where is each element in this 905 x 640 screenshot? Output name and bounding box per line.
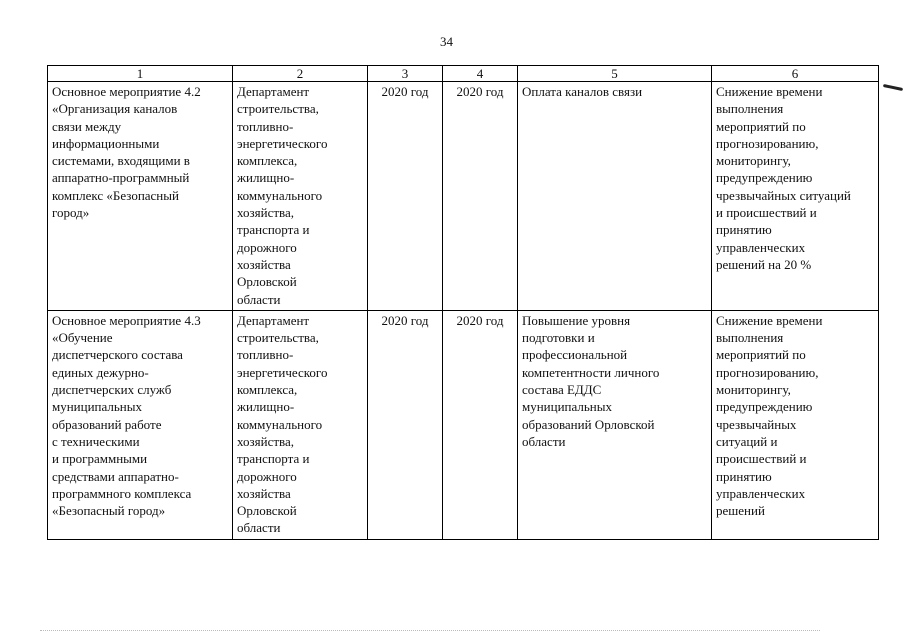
- start-year-text: 2020 год: [381, 312, 429, 328]
- end-year-text: 2020 год: [456, 84, 504, 99]
- start-year-text: 2020 год: [381, 84, 429, 99]
- event-text: Основное мероприятие 4.2 «Организация каналов связи между информационными системами, входящими в аппаратно-программный комплекс «Безопасный город»: [52, 84, 201, 221]
- executor-text: Департамент строительства, топливно- энергетического комплекса, жилищно- коммунального хозяйства, транспорта и дорожного хозяйства Орловской области: [237, 312, 328, 536]
- executor-cell: [233, 82, 368, 311]
- result-cell: [518, 310, 712, 539]
- end-year-cell: [443, 82, 518, 311]
- result-cell: [518, 82, 712, 311]
- column-header-3: 3: [368, 66, 443, 82]
- effect-cell: [712, 310, 879, 539]
- result-text: Повышение уровня подготовки и профессиональной компетентности личного состава ЕДДС муниципальных образований Орловской области: [522, 312, 660, 449]
- column-number-row: [48, 66, 879, 82]
- column-header-5: 5: [518, 66, 712, 82]
- end-year-text: 2020 год: [456, 312, 504, 328]
- end-year-cell: [443, 310, 518, 539]
- effect-text: Снижение времени выполнения мероприятий по прогнозированию, мониторингу, предупреждению чрезвычайных ситуаций и происшествий и принятию управленческих решений: [716, 312, 823, 519]
- executor-cell: [233, 310, 368, 539]
- event-cell: [48, 310, 233, 539]
- executor-text: Департамент строительства, топливно- энергетического комплекса, жилищно- коммунального хозяйства, транспорта и дорожного хозяйства Орловской области: [237, 84, 328, 307]
- effect-text: Снижение времени выполнения мероприятий по прогнозированию, мониторингу, предупреждению чрезвычайных ситуаций и происшествий и принятию управленческих решений на 20 %: [716, 84, 851, 272]
- start-year-cell: [368, 82, 443, 311]
- start-year-cell: [368, 310, 443, 539]
- result-text: Оплата каналов связи: [522, 84, 643, 99]
- page-number: 34: [440, 34, 453, 49]
- column-header-2: 2: [233, 66, 368, 82]
- effect-cell: [712, 82, 879, 311]
- scan-noise-line: [40, 630, 820, 631]
- table-row: [48, 82, 879, 311]
- column-header-1: 1: [48, 66, 233, 82]
- table-row: [48, 310, 879, 539]
- event-cell: [48, 82, 233, 311]
- column-header-6: 6: [712, 66, 879, 82]
- scan-artifact: [883, 84, 903, 91]
- column-header-4: 4: [443, 66, 518, 82]
- event-text: Основное мероприятие 4.3 «Обучение диспетчерского состава единых дежурно- диспетчерских служб муниципальных образований работе с техническими и программными средствами аппаратно- программного комплекса «Безопасный город»: [52, 312, 201, 519]
- program-activities-table: [47, 65, 879, 540]
